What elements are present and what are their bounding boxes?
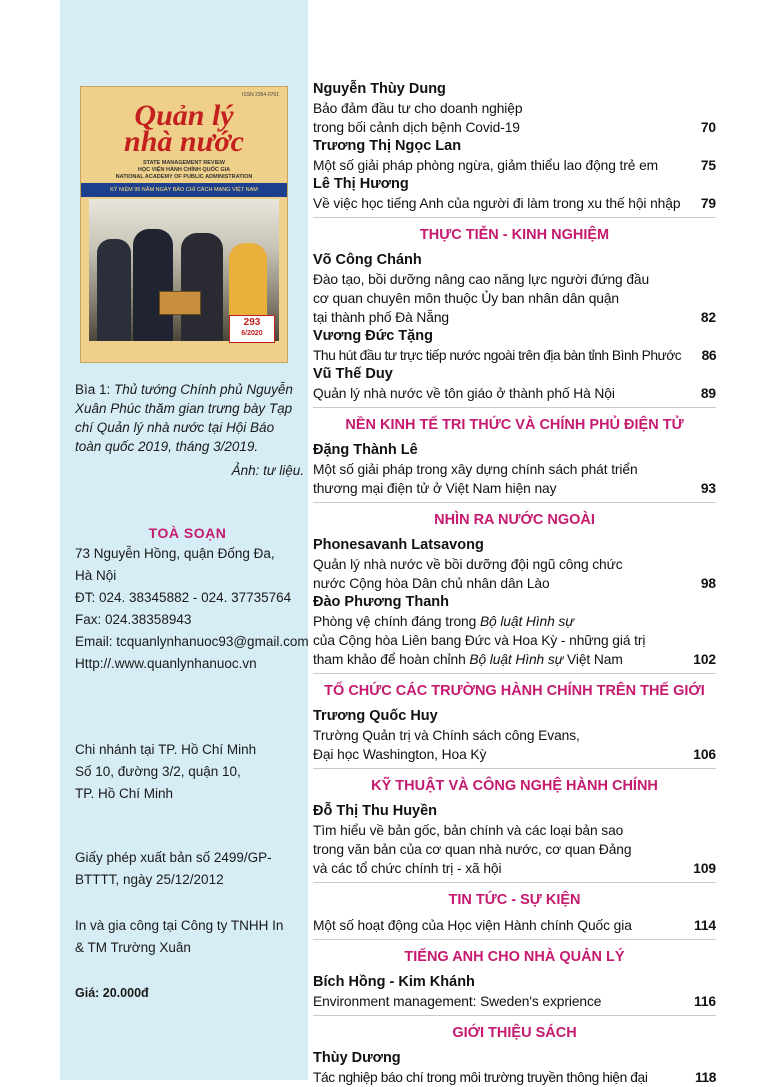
toc-entry	[313, 175, 716, 213]
toc-title-italic: Bộ luật Hình sự	[469, 652, 564, 667]
toc-entry	[313, 251, 716, 327]
toc-entry	[313, 1049, 716, 1087]
toc-title-line	[313, 308, 716, 327]
toc-title-text: Việt Nam	[563, 652, 623, 667]
toc-author: Vương Đức Tặng	[313, 328, 433, 344]
toc-entry	[313, 441, 716, 498]
toc-title-text: và các tổ chức chính trị - xã hội	[313, 861, 502, 876]
toc-author: Trương Quốc Huy	[313, 708, 438, 724]
toc-title-text: Environment management: Sweden's exprience	[313, 994, 602, 1009]
toc-entry	[313, 802, 716, 878]
toc-title-line: cơ quan chuyên môn thuộc Ủy ban nhân dân quận	[313, 291, 620, 306]
license-line: Giấy phép xuất bản số 2499/GP-	[75, 850, 272, 865]
toc-section-heading: TỔ CHỨC CÁC TRƯỜNG HÀNH CHÍNH TRÊN THẾ GIỚI	[313, 673, 716, 707]
toc-entry	[313, 707, 716, 764]
toc-title-line	[313, 650, 716, 669]
toc-section-heading: THỰC TIỄN - KINH NGHIỆM	[313, 217, 716, 251]
toc-title-line: Tìm hiểu về bản gốc, bản chính và các loại bản sao	[313, 823, 624, 838]
cover-caption	[75, 380, 300, 456]
toc-author: Võ Công Chánh	[313, 252, 422, 268]
toc-page-number: 89	[700, 386, 716, 401]
office-address: 73 Nguyễn Hồng, quận Đống Đa,	[75, 546, 275, 561]
toc-title-line	[313, 156, 716, 175]
toc-title-text: tại thành phố Đà Nẵng	[313, 310, 449, 325]
toc-title-line	[313, 859, 716, 878]
toc-author: Đỗ Thị Thu Huyền	[313, 803, 438, 819]
toc-page-number: 93	[700, 481, 716, 496]
toc-page-number: 109	[693, 861, 716, 876]
toc-author: Trương Thị Ngọc Lan	[313, 138, 462, 154]
toc-section-heading: NỀN KINH TẾ TRI THỨC VÀ CHÍNH PHỦ ĐIỆN TỬ	[313, 407, 716, 441]
toc-page-number: 106	[693, 747, 716, 762]
office-address: Hà Nội	[75, 568, 117, 583]
price: Giá: 20.000đ	[75, 986, 149, 1000]
toc-title-text: nước Cộng hòa Dân chủ nhân dân Lào	[313, 576, 550, 591]
caption-prefix: Bìa 1:	[75, 382, 115, 397]
cover-issue-number: 293	[243, 317, 261, 328]
cover-issue-box	[229, 315, 275, 343]
toc-section-heading: TIN TỨC - SỰ KIỆN	[313, 882, 716, 916]
toc-page-number: 82	[700, 310, 716, 325]
toc-entry	[313, 80, 716, 137]
toc-page-number: 79	[700, 196, 716, 211]
table-of-contents	[313, 80, 716, 1087]
printer-line: In và gia công tại Công ty TNHH In	[75, 918, 284, 933]
cover-banner: KỶ NIỆM 95 NĂM NGÀY BÁO CHÍ CÁCH MẠNG VIỆT NAM	[81, 183, 287, 197]
toc-title-text: Một số giải pháp phòng ngừa, giảm thiểu lao động trẻ em	[313, 158, 659, 173]
cover-issn: ISSN 2354-0761	[242, 92, 279, 98]
toc-page-number: 75	[700, 158, 716, 173]
toc-title-line: trong văn bản của cơ quan nhà nước, cơ quan Đảng	[313, 842, 632, 857]
toc-section-heading: TIẾNG ANH CHO NHÀ QUẢN LÝ	[313, 939, 716, 973]
toc-page-number: 86	[701, 348, 716, 363]
toc-title-text: Phòng vệ chính đáng trong	[313, 614, 480, 629]
toc-title-line	[313, 194, 716, 213]
toc-section-heading: KỸ THUẬT VÀ CÔNG NGHỆ HÀNH CHÍNH	[313, 768, 716, 802]
toc-title-line: Quản lý nhà nước về bồi dưỡng đội ngũ công chức	[313, 557, 623, 572]
toc-entry	[313, 593, 716, 669]
cover-person-figure	[181, 233, 223, 341]
toc-entry	[313, 365, 716, 403]
toc-title-line: Bảo đảm đầu tư cho doanh nghiệp	[313, 101, 523, 116]
branch-line: Số 10, đường 3/2, quận 10,	[75, 764, 241, 779]
toc-title-text: Tác nghiệp báo chí trong môi trường truyền thông hiện đại	[313, 1070, 648, 1085]
toc-title-line: Trường Quản trị và Chính sách công Evans,	[313, 728, 580, 743]
cover-person-figure	[133, 229, 173, 341]
printer-line: & TM Trường Xuân	[75, 940, 191, 955]
cover-subtitle: HỌC VIỆN HÀNH CHÍNH QUỐC GIA	[137, 167, 231, 173]
toc-page-number: 118	[694, 1070, 716, 1085]
office-fax: Fax: 024.38358943	[75, 612, 192, 627]
toc-entry	[313, 536, 716, 593]
branch-line: Chi nhánh tại TP. Hồ Chí Minh	[75, 742, 257, 757]
toc-title-line	[313, 479, 716, 498]
office-website: Http://.www.quanlynhanuoc.vn	[75, 656, 257, 671]
cover-person-figure	[97, 239, 131, 341]
toc-author: Nguyễn Thùy Dung	[313, 81, 446, 97]
toc-title-line: Đào tạo, bồi dưỡng nâng cao năng lực người đứng đầu	[313, 272, 650, 287]
cover-magazine-held	[159, 291, 201, 315]
toc-page-number: 102	[693, 652, 716, 667]
toc-title-text: Đại học Washington, Hoa Kỳ	[313, 747, 487, 762]
toc-entry	[313, 137, 716, 175]
toc-title-line	[313, 916, 716, 935]
toc-title-line	[313, 745, 716, 764]
toc-author: Thùy Dương	[313, 1050, 401, 1066]
cover-title-line1: Quản lý	[134, 99, 234, 132]
cover-title-line2: nhà nước	[124, 125, 244, 158]
office-heading: TOÀ SOẠN	[148, 525, 227, 541]
toc-section-heading: GIỚI THIỆU SÁCH	[313, 1015, 716, 1049]
toc-entry	[313, 327, 716, 365]
toc-title-text: tham khảo để hoàn chỉnh	[313, 652, 470, 667]
toc-title-text: Một số hoạt động của Học viện Hành chính Quốc gia	[313, 918, 632, 933]
toc-title-line: của Cộng hòa Liên bang Đức và Hoa Kỳ - những giá trị	[313, 633, 646, 648]
caption-text: Thủ tướng Chính phủ Nguyễn Xuân Phúc thăm gian trưng bày Tạp chí Quản lý nhà nước tại Hội Báo toàn quốc 2019, tháng 3/2019.	[75, 382, 293, 454]
toc-title-line: Một số giải pháp trong xây dựng chính sách phát triển	[313, 462, 638, 477]
toc-author: Vũ Thế Duy	[313, 366, 393, 382]
toc-title-line	[313, 612, 716, 631]
toc-author: Bích Hồng - Kim Khánh	[313, 974, 475, 990]
toc-title-line	[313, 1068, 716, 1087]
toc-title-line	[313, 346, 716, 365]
toc-title-text: Quản lý nhà nước về tôn giáo ở thành phố Hà Nội	[313, 386, 615, 401]
branch-line: TP. Hồ Chí Minh	[75, 786, 174, 801]
toc-title-text: trong bối cảnh dịch bệnh Covid-19	[313, 120, 520, 135]
license-line: BTTTT, ngày 25/12/2012	[75, 872, 224, 887]
magazine-cover-image	[80, 86, 288, 363]
cover-subtitle: STATE MANAGEMENT REVIEW	[143, 160, 225, 166]
sidebar-panel	[0, 0, 308, 1080]
toc-title-text: thương mại điện tử ở Việt Nam hiện nay	[313, 481, 557, 496]
toc-author: Đặng Thành Lê	[313, 442, 418, 458]
toc-title-line	[313, 384, 716, 403]
left-margin	[0, 0, 60, 1080]
toc-page-number: 70	[700, 120, 716, 135]
toc-page-number: 98	[700, 576, 716, 591]
toc-title-text: Về việc học tiếng Anh của người đi làm trong xu thế hội nhập	[313, 196, 681, 211]
toc-section-heading: NHÌN RA NƯỚC NGOÀI	[313, 502, 716, 536]
office-email: Email: tcquanlynhanuoc93@gmail.com	[75, 634, 309, 649]
toc-entry	[313, 973, 716, 1011]
toc-title-line	[313, 118, 716, 137]
toc-page-number: 114	[694, 918, 716, 933]
cover-subtitle: NATIONAL ACADEMY OF PUBLIC ADMINISTRATION	[115, 174, 253, 180]
office-phone: ĐT: 024. 38345882 - 024. 37735764	[75, 590, 292, 605]
toc-author: Lê Thị Hương	[313, 176, 409, 192]
toc-title-line	[313, 574, 716, 593]
toc-entry	[313, 916, 716, 935]
toc-page-number: 116	[694, 994, 716, 1009]
cover-issue-date: 6/2020	[241, 330, 263, 337]
toc-title-italic: Bộ luật Hình sự	[479, 614, 574, 629]
toc-title-text: Thu hút đầu tư trực tiếp nước ngoài trên địa bàn tỉnh Bình Phước	[313, 348, 682, 363]
toc-title-line	[313, 992, 716, 1011]
toc-author: Đào Phương Thanh	[313, 594, 449, 610]
toc-author: Phonesavanh Latsavong	[313, 537, 484, 553]
photo-credit: Ảnh: tư liệu.	[231, 463, 304, 478]
